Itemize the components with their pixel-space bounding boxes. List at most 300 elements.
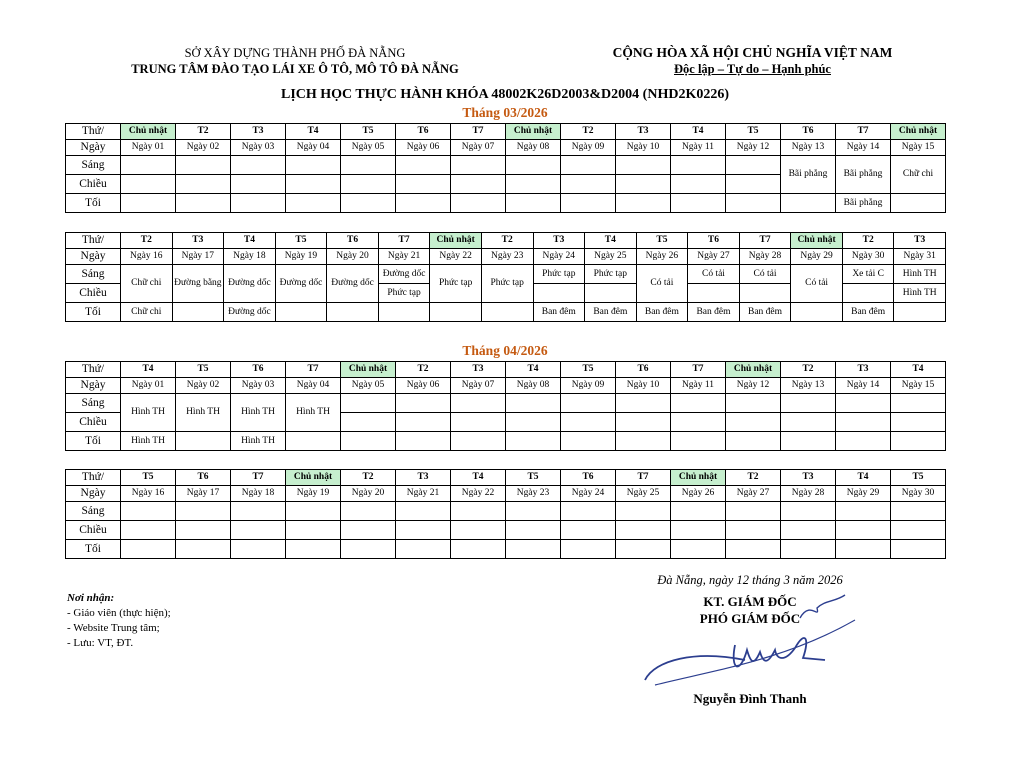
day-of-week-cell: T6 [781,124,836,140]
date-cell: Ngày 15 [891,378,946,394]
session-cell-evening [341,194,396,213]
handwritten-signature [635,590,865,690]
session-cell-evening [172,303,224,322]
session-cell-morning [396,156,451,175]
date-cell: Ngày 28 [781,486,836,502]
session-cell-afternoon [781,521,836,540]
session-cell-afternoon [286,521,341,540]
schedule-row [66,378,946,394]
session-cell-morning [451,394,506,413]
session-cell-evening [616,540,671,559]
date-cell: Ngày 25 [585,249,637,265]
date-cell: Ngày 26 [636,249,688,265]
session-cell-afternoon [585,284,637,303]
day-of-week-cell: T3 [533,233,585,249]
session-cell-day: Chữ chi [121,265,173,303]
session-cell-morning [671,156,726,175]
schedule-row [66,156,946,175]
session-cell-evening: Ban đêm [636,303,688,322]
session-cell-evening [176,540,231,559]
session-cell-morning [891,502,946,521]
session-cell-morning: Xe tải C [842,265,894,284]
row-label-thu: Thứ/ [66,124,121,140]
row-label-sang: Sáng [66,265,121,284]
session-cell-morning [286,156,341,175]
date-cell: Ngày 24 [533,249,585,265]
session-cell-evening: Hình TH [121,432,176,451]
day-of-week-cell: T3 [894,233,946,249]
session-cell-morning [231,502,286,521]
day-of-week-cell: T2 [396,362,451,378]
day-of-week-cell: T5 [341,124,396,140]
session-cell-afternoon [781,413,836,432]
session-cell-morning [341,394,396,413]
day-of-week-cell: T3 [781,470,836,486]
agency-header [95,45,495,77]
day-of-week-cell: T7 [836,124,891,140]
day-of-week-cell: T5 [726,124,781,140]
session-cell-day: Đường bằng [172,265,224,303]
session-cell-evening [451,540,506,559]
session-cell-afternoon [616,413,671,432]
date-cell: Ngày 18 [224,249,276,265]
schedule-table-march-2 [65,232,946,322]
schedule-row [66,265,946,284]
session-cell-afternoon [341,175,396,194]
date-cell: Ngày 31 [894,249,946,265]
session-cell-afternoon [396,175,451,194]
session-cell-morning: Đường dốc [378,265,430,284]
row-label-sang: Sáng [66,502,121,521]
day-of-week-cell: T7 [739,233,791,249]
session-cell-evening: Bãi phẳng [836,194,891,213]
session-cell-afternoon: Hình TH [894,284,946,303]
session-cell-evening: Ban đêm [739,303,791,322]
date-cell: Ngày 21 [378,249,430,265]
session-cell-afternoon [671,521,726,540]
day-of-week-cell: T2 [341,470,396,486]
day-of-week-cell: T5 [636,233,688,249]
date-cell: Ngày 24 [561,486,616,502]
date-cell: Ngày 25 [616,486,671,502]
republic-name: CỘNG HÒA XÃ HỘI CHỦ NGHĨA VIỆT NAM [612,45,893,60]
session-cell-afternoon [506,175,561,194]
date-cell: Ngày 09 [561,140,616,156]
session-cell-evening [781,432,836,451]
session-cell-afternoon [616,521,671,540]
date-cell: Ngày 07 [451,378,506,394]
date-cell: Ngày 09 [561,378,616,394]
schedule-row [66,140,946,156]
session-cell-afternoon [451,521,506,540]
row-label-chieu: Chiều [66,521,121,540]
signer-name: Nguyễn Đình Thanh [693,691,807,706]
date-cell: Ngày 01 [121,140,176,156]
date-cell: Ngày 21 [396,486,451,502]
session-cell-evening [396,540,451,559]
session-cell-evening [616,194,671,213]
session-cell-afternoon [891,521,946,540]
session-cell-evening [726,432,781,451]
session-cell-morning [561,502,616,521]
recipients-title: Nơi nhận: [67,592,115,604]
date-cell: Ngày 15 [891,140,946,156]
date-cell: Ngày 02 [176,378,231,394]
session-cell-day: Có tải [636,265,688,303]
row-label-chieu: Chiều [66,413,121,432]
session-cell-day: Hình TH [121,394,176,432]
session-cell-day: Chữ chi [891,156,946,194]
day-of-week-cell: T5 [121,470,176,486]
schedule-row [66,470,946,486]
date-cell: Ngày 03 [231,378,286,394]
session-cell-morning [561,156,616,175]
session-cell-day: Đường dốc [275,265,327,303]
session-cell-evening [451,432,506,451]
date-cell: Ngày 06 [396,378,451,394]
session-cell-afternoon [561,413,616,432]
day-of-week-cell: T3 [836,362,891,378]
day-of-week-cell: T6 [327,233,379,249]
session-cell-afternoon [533,284,585,303]
session-cell-evening [561,194,616,213]
schedule-row [66,362,946,378]
session-cell-evening [616,432,671,451]
recipient-2: - Website Trung tâm; [67,622,160,634]
day-of-week-cell: T3 [451,362,506,378]
session-cell-evening [726,194,781,213]
session-cell-day: Đường dốc [224,265,276,303]
session-cell-afternoon [231,175,286,194]
center-name: TRUNG TÂM ĐÀO TẠO LÁI XE Ô TÔ, MÔ TÔ ĐÀ NẴNG [131,62,459,76]
sign-title-2: PHÓ GIÁM ĐỐC [699,611,801,626]
date-cell: Ngày 23 [481,249,533,265]
day-of-week-cell: Chủ nhật [891,124,946,140]
date-cell: Ngày 12 [726,378,781,394]
session-cell-evening [286,540,341,559]
schedule-row [66,486,946,502]
session-cell-evening [894,303,946,322]
session-cell-evening [836,540,891,559]
date-cell: Ngày 22 [451,486,506,502]
day-of-week-cell: T2 [121,233,173,249]
session-cell-evening: Ban đêm [533,303,585,322]
session-cell-evening [791,303,843,322]
schedule-table-march-1 [65,123,946,213]
session-cell-afternoon [341,521,396,540]
session-cell-afternoon [121,521,176,540]
session-cell-morning [451,502,506,521]
session-cell-afternoon: Phức tạp [378,284,430,303]
session-cell-afternoon [616,175,671,194]
date-cell: Ngày 19 [275,249,327,265]
date-cell: Ngày 05 [341,140,396,156]
sign-title-1: KT. GIÁM ĐỐC [703,594,797,609]
session-cell-morning [286,502,341,521]
session-cell-afternoon [688,284,740,303]
session-cell-evening [275,303,327,322]
session-cell-afternoon [726,413,781,432]
session-cell-evening [836,432,891,451]
session-cell-afternoon [671,413,726,432]
schedule-row [66,521,946,540]
day-of-week-cell: T7 [616,470,671,486]
row-label-toi: Tối [66,303,121,322]
session-cell-morning [506,156,561,175]
date-cell: Ngày 16 [121,486,176,502]
date-cell: Ngày 26 [671,486,726,502]
row-label-thu: Thứ/ [66,362,121,378]
day-of-week-cell: T4 [506,362,561,378]
date-cell: Ngày 18 [231,486,286,502]
row-label-sang: Sáng [66,156,121,175]
day-of-week-cell: T6 [616,362,671,378]
day-of-week-cell: T4 [224,233,276,249]
schedule-row [66,540,946,559]
date-cell: Ngày 06 [396,140,451,156]
session-cell-day: Có tải [791,265,843,303]
session-cell-afternoon [396,521,451,540]
session-cell-afternoon [286,175,341,194]
session-cell-afternoon [842,284,894,303]
day-of-week-cell: T4 [286,124,341,140]
date-cell: Ngày 30 [842,249,894,265]
session-cell-morning [506,502,561,521]
day-of-week-cell: T2 [781,362,836,378]
day-of-week-cell: T7 [286,362,341,378]
day-of-week-cell: T5 [176,362,231,378]
session-cell-evening [891,432,946,451]
session-cell-evening [121,540,176,559]
row-label-thu: Thứ/ [66,470,121,486]
day-of-week-cell: T6 [176,470,231,486]
day-of-week-cell: T5 [561,362,616,378]
session-cell-afternoon [506,521,561,540]
session-cell-evening: Đường dốc [224,303,276,322]
date-cell: Ngày 08 [506,140,561,156]
session-cell-evening [231,540,286,559]
schedule-row [66,124,946,140]
session-cell-afternoon [451,175,506,194]
session-cell-evening [671,540,726,559]
session-cell-evening [671,194,726,213]
session-cell-evening [506,194,561,213]
date-cell: Ngày 17 [172,249,224,265]
session-cell-afternoon [341,413,396,432]
day-of-week-cell: Chủ nhật [791,233,843,249]
row-label-ngay: Ngày [66,249,121,265]
session-cell-evening: Hình TH [231,432,286,451]
date-cell: Ngày 27 [688,249,740,265]
session-cell-evening [451,194,506,213]
session-cell-day: Bãi phẳng [781,156,836,194]
day-of-week-cell: Chủ nhật [726,362,781,378]
session-cell-morning [616,394,671,413]
session-cell-day: Bãi phẳng [836,156,891,194]
session-cell-morning [231,156,286,175]
day-of-week-cell: T6 [688,233,740,249]
session-cell-day: Đường dốc [327,265,379,303]
session-cell-afternoon [451,413,506,432]
session-cell-evening [506,540,561,559]
session-cell-morning [176,502,231,521]
day-of-week-cell: T7 [231,470,286,486]
day-of-week-cell: Chủ nhật [430,233,482,249]
session-cell-morning [781,394,836,413]
session-cell-morning [891,394,946,413]
session-cell-evening [481,303,533,322]
session-cell-morning [341,502,396,521]
session-cell-morning [341,156,396,175]
session-cell-evening [891,540,946,559]
session-cell-evening [378,303,430,322]
date-cell: Ngày 16 [121,249,173,265]
date-cell: Ngày 08 [506,378,561,394]
session-cell-morning: Phức tạp [533,265,585,284]
session-cell-morning [671,394,726,413]
session-cell-afternoon [561,175,616,194]
session-cell-morning [781,502,836,521]
session-cell-evening [561,540,616,559]
row-label-thu: Thứ/ [66,233,121,249]
schedule-row [66,233,946,249]
date-cell: Ngày 04 [286,140,341,156]
session-cell-morning [836,394,891,413]
session-cell-morning [396,394,451,413]
session-cell-morning [451,156,506,175]
date-cell: Ngày 17 [176,486,231,502]
document-title: LỊCH HỌC THỰC HÀNH KHÓA 48002K26D2003&D2004 (NHD2K0226) [280,87,729,102]
session-cell-evening [176,194,231,213]
recipient-1: - Giáo viên (thực hiện); [67,607,171,619]
session-cell-evening: Ban đêm [842,303,894,322]
session-cell-evening [561,432,616,451]
day-of-week-cell: T5 [506,470,561,486]
date-cell: Ngày 28 [739,249,791,265]
session-cell-evening [327,303,379,322]
day-of-week-cell: T6 [396,124,451,140]
session-cell-morning [121,156,176,175]
recipient-3: - Lưu: VT, ĐT. [67,637,134,649]
place-date: Đà Nẵng, ngày 12 tháng 3 năm 2026 [657,573,843,587]
session-cell-evening [430,303,482,322]
day-of-week-cell: Chủ nhật [121,124,176,140]
day-of-week-cell: T7 [451,124,506,140]
motto: Độc lập – Tự do – Hạnh phúc [674,62,831,76]
day-of-week-cell: T3 [616,124,671,140]
session-cell-evening [726,540,781,559]
row-label-chieu: Chiều [66,175,121,194]
schedule-row [66,394,946,413]
session-cell-day: Hình TH [231,394,286,432]
row-label-chieu: Chiều [66,284,121,303]
session-cell-evening [781,540,836,559]
day-of-week-cell: T4 [451,470,506,486]
session-cell-morning [561,394,616,413]
session-cell-evening [396,432,451,451]
date-cell: Ngày 13 [781,140,836,156]
session-cell-evening [286,194,341,213]
session-cell-afternoon [891,413,946,432]
recipients [67,591,171,651]
session-cell-evening [891,194,946,213]
date-cell: Ngày 03 [231,140,286,156]
ministry-name: SỞ XÂY DỰNG THÀNH PHỐ ĐÀ NẴNG [184,46,406,60]
session-cell-evening [781,194,836,213]
session-cell-afternoon [836,521,891,540]
session-cell-day: Phức tạp [430,265,482,303]
day-of-week-cell: T7 [378,233,430,249]
session-cell-morning [616,502,671,521]
row-label-ngay: Ngày [66,140,121,156]
session-cell-evening: Ban đêm [585,303,637,322]
date-cell: Ngày 14 [836,378,891,394]
session-cell-evening [671,432,726,451]
national-header [565,45,940,77]
date-cell: Ngày 30 [891,486,946,502]
schedule-row [66,249,946,265]
date-cell: Ngày 27 [726,486,781,502]
row-label-sang: Sáng [66,394,121,413]
session-cell-morning: Có tải [739,265,791,284]
day-of-week-cell: T2 [561,124,616,140]
day-of-week-cell: T4 [836,470,891,486]
day-of-week-cell: T2 [842,233,894,249]
session-cell-morning: Có tải [688,265,740,284]
day-of-week-cell: T3 [172,233,224,249]
session-cell-evening [231,194,286,213]
day-of-week-cell: T6 [561,470,616,486]
session-cell-evening [396,194,451,213]
day-of-week-cell: T5 [275,233,327,249]
session-cell-day: Hình TH [176,394,231,432]
date-cell: Ngày 20 [327,249,379,265]
day-of-week-cell: T4 [671,124,726,140]
schedule-row [66,303,946,322]
session-cell-morning [726,502,781,521]
day-of-week-cell: T4 [891,362,946,378]
row-label-ngay: Ngày [66,486,121,502]
session-cell-morning [396,502,451,521]
session-cell-evening: Chữ chi [121,303,173,322]
day-of-week-cell: T6 [231,362,286,378]
session-cell-morning: Hình TH [894,265,946,284]
date-cell: Ngày 19 [286,486,341,502]
session-cell-day: Hình TH [286,394,341,432]
date-cell: Ngày 20 [341,486,396,502]
session-cell-morning [506,394,561,413]
session-cell-morning: Phức tạp [585,265,637,284]
month-title-1: Tháng 03/2026 [462,105,548,120]
session-cell-afternoon [671,175,726,194]
session-cell-afternoon [836,413,891,432]
session-cell-afternoon [231,521,286,540]
day-of-week-cell: T2 [481,233,533,249]
session-cell-evening [286,432,341,451]
day-of-week-cell: T2 [176,124,231,140]
date-cell: Ngày 05 [341,378,396,394]
schedule-table-april-2 [65,469,946,559]
month-title-2: Tháng 04/2026 [462,343,548,358]
date-cell: Ngày 23 [506,486,561,502]
day-of-week-cell: Chủ nhật [341,362,396,378]
row-label-toi: Tối [66,194,121,213]
date-cell: Ngày 04 [286,378,341,394]
schedule-row [66,432,946,451]
session-cell-afternoon [726,521,781,540]
session-cell-morning [176,156,231,175]
session-cell-afternoon [396,413,451,432]
